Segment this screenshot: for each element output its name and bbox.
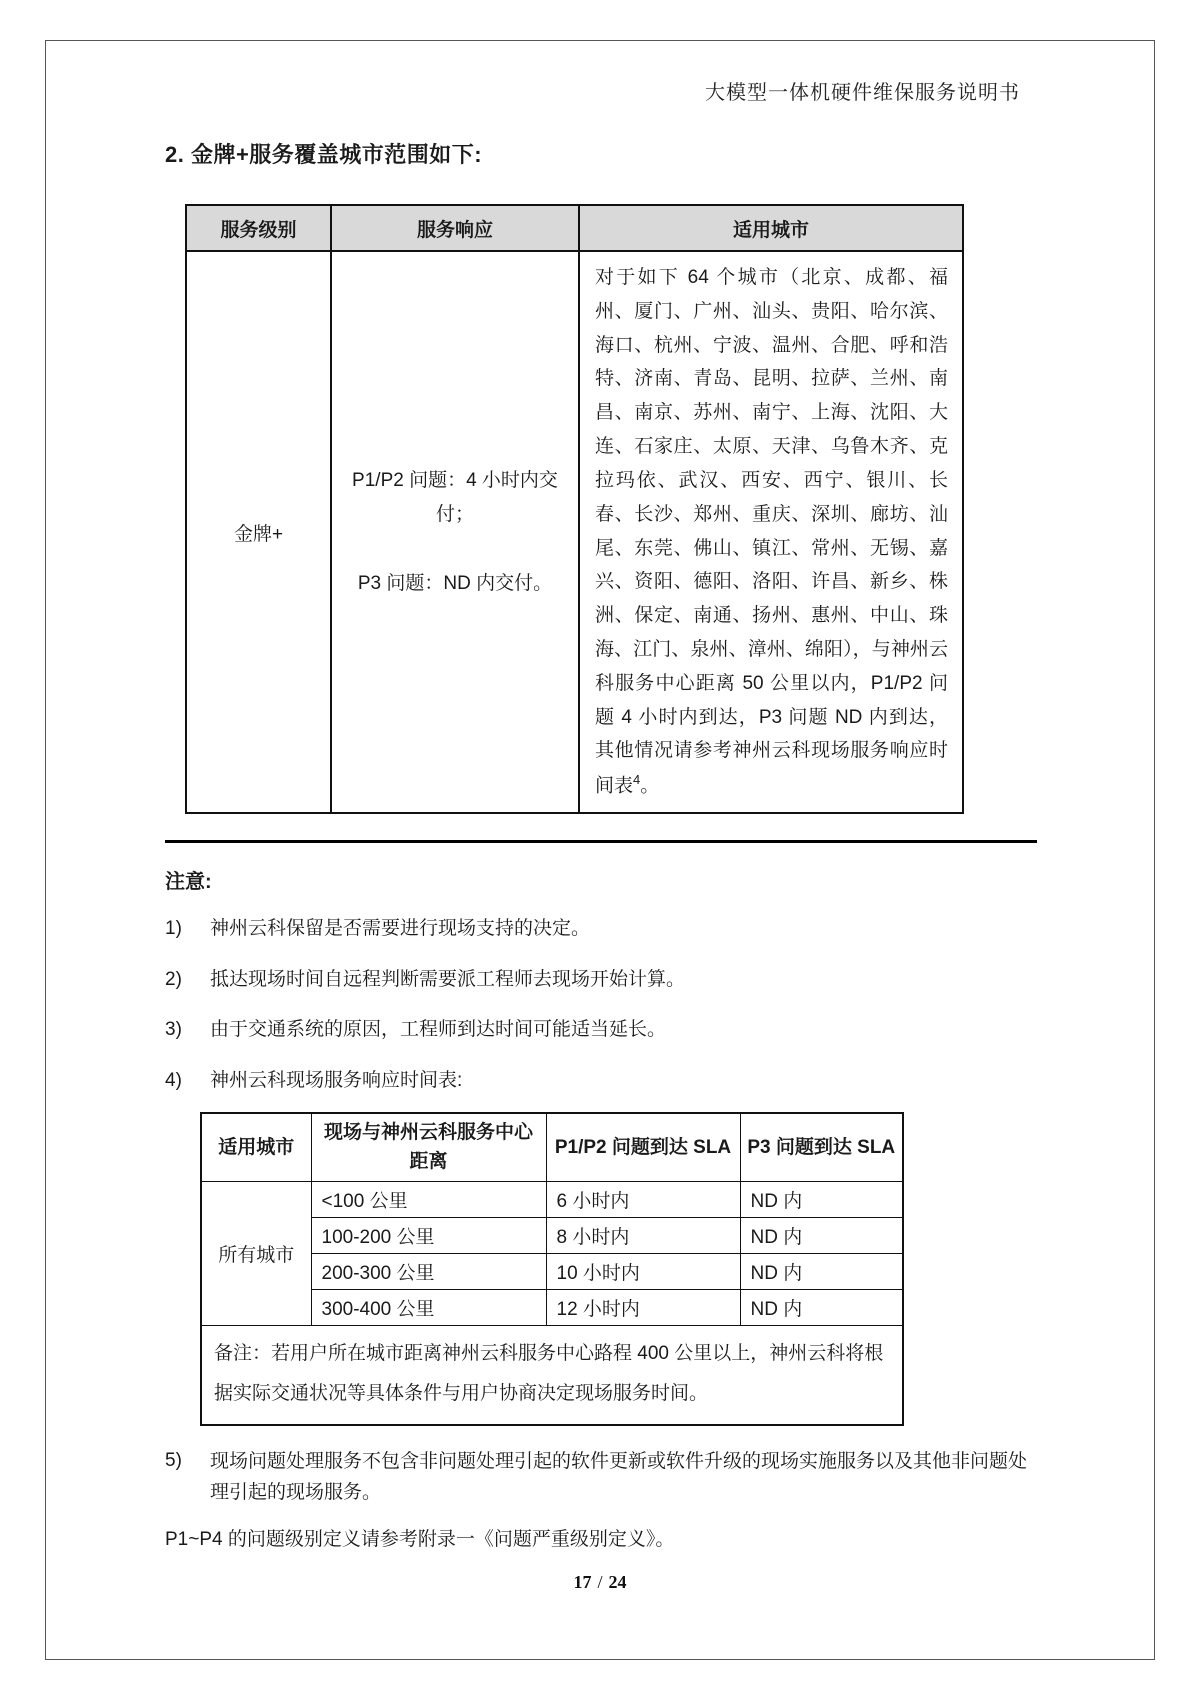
column-header-applicable-cities: 适用城市 bbox=[201, 1113, 311, 1181]
footnote-reference: 4 bbox=[633, 772, 641, 788]
total-page-count: 24 bbox=[608, 1572, 627, 1592]
section-title: 2. 金牌+服务覆盖城市范围如下: bbox=[165, 142, 483, 167]
note-number: 3) bbox=[165, 1019, 182, 1041]
distance-cell: <100 公里 bbox=[311, 1181, 546, 1217]
cities-text: 对于如下 64 个城市（北京、成都、福州、厦门、广州、汕头、贵阳、哈尔滨、海口、杭州、宁波、温州、合肥、呼和浩特、济南、青岛、昆明、拉萨、兰州、南昌、南京、苏州、南宁、上海、沈阳、大连、石家庄、太原、天津、乌鲁木齐、克拉玛依、武汉、西安、西宁、银川、长春、长沙、郑州、重庆、深圳、廊坊、汕尾、东莞、佛山、镇江、常州、无锡、嘉兴、资阳、德阳、洛阳、许昌、新乡、株洲、保定、南通、扬州、惠州、中山、珠海、江门、泉州、漳州、绵阳），与神州云科服务中心距离 50 公里以内，P1/P2 问题 4 小时内到达，P3 问题 ND 内到达，其他情况请参考神州云科现场服务响应时间表 bbox=[595, 267, 948, 797]
column-header-service-level: 服务级别 bbox=[186, 205, 331, 251]
table-remark-row bbox=[201, 1325, 903, 1424]
note-number: 2) bbox=[165, 968, 182, 990]
notes-title: 注意: bbox=[165, 871, 212, 894]
note-text: 神州云科现场服务响应时间表: bbox=[210, 1069, 463, 1091]
column-header-p3-sla: P3 问题到达 SLA bbox=[740, 1113, 903, 1181]
page-content bbox=[165, 138, 1037, 1556]
p12-sla-cell: 10 小时内 bbox=[546, 1253, 740, 1289]
p3-sla-cell: ND 内 bbox=[740, 1253, 903, 1289]
service-response-cell bbox=[331, 251, 579, 813]
page-number-separator: / bbox=[597, 1572, 603, 1592]
note-item-3 bbox=[165, 1015, 1037, 1045]
gold-plus-service-table bbox=[185, 204, 964, 814]
note-item-5 bbox=[165, 1446, 1037, 1509]
column-header-service-response: 服务响应 bbox=[331, 205, 579, 251]
section-divider-rule bbox=[165, 840, 1037, 843]
p3-sla-cell: ND 内 bbox=[740, 1181, 903, 1217]
note-text: 神州云科保留是否需要进行现场支持的决定。 bbox=[210, 918, 591, 940]
p12-sla-cell: 12 小时内 bbox=[546, 1289, 740, 1325]
table-header-row bbox=[201, 1113, 903, 1181]
note-number: 1) bbox=[165, 918, 182, 940]
onsite-response-time-table bbox=[200, 1112, 904, 1426]
note-text: 抵达现场时间自远程判断需要派工程师去现场开始计算。 bbox=[210, 968, 686, 990]
distance-cell: 100-200 公里 bbox=[311, 1217, 546, 1253]
document-header-title: 大模型一体机硬件维保服务说明书 bbox=[705, 82, 1020, 104]
column-header-p12-sla: P1/P2 问题到达 SLA bbox=[546, 1113, 740, 1181]
column-header-applicable-cities: 适用城市 bbox=[579, 205, 963, 251]
note-item-4 bbox=[165, 1066, 1037, 1096]
column-header-distance: 现场与神州云科服务中心距离 bbox=[311, 1113, 546, 1181]
applicable-cities-cell bbox=[579, 251, 963, 813]
table-row bbox=[201, 1181, 903, 1217]
response-p3: P3 问题：ND 内交付。 bbox=[357, 572, 553, 594]
current-page-number: 17 bbox=[573, 1572, 592, 1592]
cities-text-end: 。 bbox=[640, 775, 660, 797]
note-item-1 bbox=[165, 914, 1037, 944]
response-p12: P1/P2 问题：4 小时内交付； bbox=[352, 470, 558, 525]
page-number bbox=[0, 1572, 1200, 1593]
note-text: 现场问题处理服务不包含非问题处理引起的软件更新或软件升级的现场实施服务以及其他非问题处理引起的现场服务。 bbox=[210, 1450, 1028, 1503]
note-number: 4) bbox=[165, 1069, 182, 1091]
distance-cell: 200-300 公里 bbox=[311, 1253, 546, 1289]
severity-definition-reference: P1~P4 的问题级别定义请参考附录一《问题严重级别定义》。 bbox=[165, 1529, 675, 1551]
table-row bbox=[186, 251, 963, 813]
p3-sla-cell: ND 内 bbox=[740, 1217, 903, 1253]
p12-sla-cell: 8 小时内 bbox=[546, 1217, 740, 1253]
note-text: 由于交通系统的原因，工程师到达时间可能适当延长。 bbox=[210, 1019, 667, 1041]
distance-cell: 300-400 公里 bbox=[311, 1289, 546, 1325]
note-number: 5) bbox=[165, 1449, 182, 1471]
city-group-cell: 所有城市 bbox=[201, 1181, 311, 1325]
table-header-row bbox=[186, 205, 963, 251]
p3-sla-cell: ND 内 bbox=[740, 1289, 903, 1325]
remark-cell: 备注：若用户所在城市距离神州云科服务中心路程 400 公里以上，神州云科将根据实际交通状况等具体条件与用户协商决定现场服务时间。 bbox=[201, 1325, 903, 1424]
note-item-2 bbox=[165, 965, 1037, 995]
p12-sla-cell: 6 小时内 bbox=[546, 1181, 740, 1217]
service-level-cell: 金牌+ bbox=[186, 251, 331, 813]
